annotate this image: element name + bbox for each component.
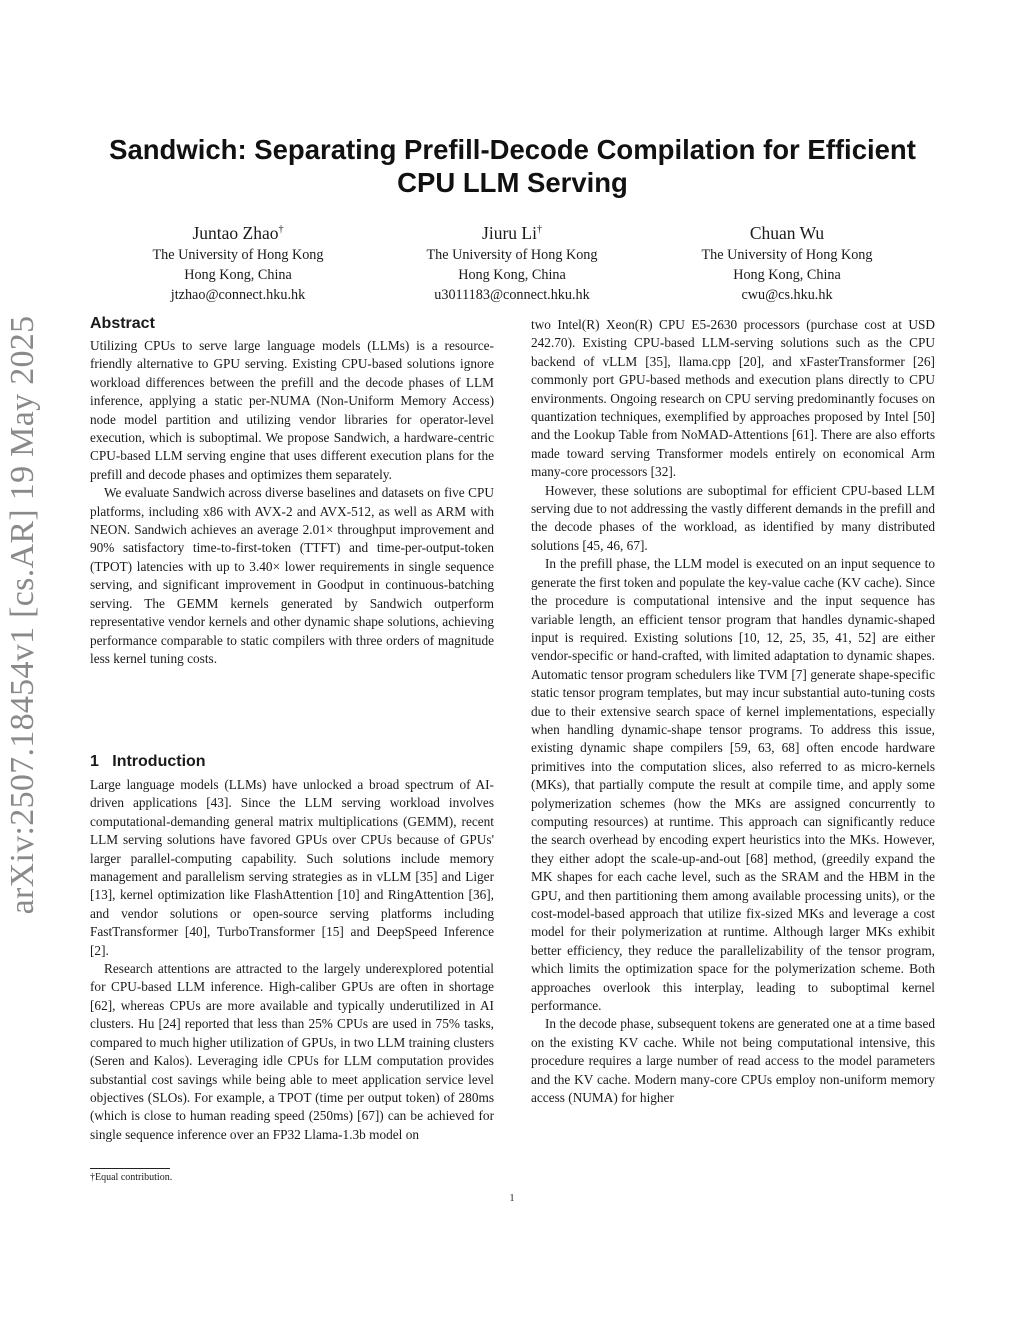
abstract-heading: Abstract xyxy=(90,315,155,332)
right-column xyxy=(531,316,935,1107)
author-email: cwu@cs.hku.hk xyxy=(741,286,833,303)
author-name: Juntao Zhao† xyxy=(192,222,284,243)
author-email: u3011183@connect.hku.hk xyxy=(434,286,590,303)
author-name: Chuan Wu xyxy=(749,222,825,243)
author-location: Hong Kong, China xyxy=(733,266,841,283)
author-location: Hong Kong, China xyxy=(458,266,566,283)
body-paragraph: two Intel(R) Xeon(R) CPU E5-2630 processors (purchase cost at USD 242.70). Existing CPU-based LLM-serving solutions such as the CPU backend of vLLM [35], llama.cpp [20], and xFasterTransformer [26] commonly port GPU-based methods and execution plans directly to CPU environments. Ongoing research on CPU serving predominantly focuses on quantization techniques, exemplified by approaches proposed by Intel [50] and the Lookup Table from NoMAD-Attentions [61]. There are also efforts made toward serving Transformer models entirely on economical Arm many-core processors [32]. xyxy=(531,317,935,480)
author-block-1 xyxy=(108,218,368,305)
author-affiliation: The University of Hong Kong xyxy=(426,246,598,263)
body-paragraph: Large language models (LLMs) have unlocked a broad spectrum of AI-driven applications [43]. Since the LLM serving workload involves computational-demanding general matrix multiplications (GEMM), recent LLM serving solutions have favored GPUs over CPUs because of GPUs' larger parallel-computing capability. Such solutions include memory management and parallelism serving strategies as in vLLM [35] and Liger [13], kernel optimization like FlashAttention [10] and RingAttention [36], and vendor solutions or open-source serving platforms including FastTransformer [40], TurboTransformer [15] and DeepSpeed Inference [2]. xyxy=(90,777,494,958)
body-paragraph: Research attentions are attracted to the largely underexplored potential for CPU-based LLM inference. High-caliber GPUs are often in shortage [62], whereas CPUs are more available and typically underutilized in AI clusters. Hu [24] reported that less than 25% CPUs are used in 75% tasks, compared to much higher utilization of GPUs, in two LLM training clusters (Seren and Kalos). Leveraging idle CPUs for LLM computation provides substantial cost savings while being able to meet application service level objectives (SLOs). For example, a TPOT (time per output token) of 280ms (which is close to human reading speed (250ms) [67]) can be achieved for single sequence inference over an FP32 Llama-1.3b model on xyxy=(90,961,494,1142)
body-paragraph: However, these solutions are suboptimal for efficient CPU-based LLM serving due to not addressing the vastly different demands in the prefill and the decode phases of the workload, as identified by many distributed solutions [45, 46, 67]. xyxy=(531,482,935,553)
author-block-3 xyxy=(657,218,917,305)
author-affiliation: The University of Hong Kong xyxy=(701,246,873,263)
page-number: 1 xyxy=(509,1193,515,1204)
author-location: Hong Kong, China xyxy=(184,266,292,283)
introduction-section xyxy=(90,752,494,1144)
section-heading: 1 Introduction xyxy=(90,753,206,770)
arxiv-stamp xyxy=(0,0,46,1325)
arxiv-identifier: arXiv:2507.18454v1 [cs.AR] 19 May 2025 xyxy=(4,315,41,915)
abstract-paragraph: Utilizing CPUs to serve large language models (LLMs) is a resource-friendly alternative to GPU serving. Existing CPU-based solutions ignore workload differences between the prefill and the decode phases of LLM inference, applying a static per-NUMA (Non-Uniform Memory Access) node model partition and utilizing vendor libraries for operator-level execution, which is suboptimal. We propose Sandwich, a hardware-centric CPU-based LLM serving engine that uses different execution plans for the prefill and decode phases and optimizes them separately. xyxy=(90,338,494,482)
author-email: jtzhao@connect.hku.hk xyxy=(170,286,306,303)
abstract-section xyxy=(90,314,494,668)
author-name: Jiuru Li† xyxy=(482,222,542,243)
abstract-paragraph: We evaluate Sandwich across diverse baselines and datasets on five CPU platforms, including x86 with AVX-2 and AVX-512, as well as ARM with NEON. Sandwich achieves an average 2.01× throughput improvement and 90% satisfactory time-to-first-token (TTFT) and time-per-output-token (TPOT) latencies with up to 3.40× lower requirements in single sequence serving, and significant improvement in Goodput in continuous-batching serving. The GEMM kernels generated by Sandwich outperform representative vendor kernels and other dynamic shape solutions, achieving performance comparable to static compilers with three orders of magnitude less kernel tuning costs. xyxy=(90,485,494,666)
body-paragraph: In the decode phase, subsequent tokens are generated one at a time based on the existing KV cache. While not being computational intensive, this procedure requires a large number of read access to the model parameters and the KV cache. Modern many-core CPUs employ non-uniform memory access (NUMA) for higher xyxy=(531,1016,935,1106)
body-paragraph: In the prefill phase, the LLM model is executed on an input sequence to generate the first token and populate the key-value cache (KV cache). Since the procedure is computational intensive and the input sequence has variable length, an efficient tensor program that handles dynamic-shaped input is required. Existing solutions [10, 12, 25, 35, 41, 52] are either vendor-specific or hand-crafted, with limited adaptation to dynamic shapes. Automatic tensor program schedulers like TVM [7] generate shape-specific static tensor program templates, but may incur substantial auto-tuning costs due to their extensive search space of kernel implementations, especially when handling dynamic-shape tensor programs. To address this issue, existing dynamic shape compilers [59, 63, 68] often encode hardware primitives into the computation slices, also referred to as micro-kernels (MKs), that partially compute the result at compile time, and apply some polymerization schemes (how the MKs are assigned concurrently to computing resources) at runtime. This approach can significantly reduce the search overhead by encoding expert heuristics into the MKs. However, they either adopt the scale-up-and-out [68] method, (greedily expand the MK shapes for each cache level, such as the SRAM and the HBM in the GPU, and then partitioning them among available processing units), or the cost-model-based approach that utilize fix-sized MKs and leverage a cost model for their polymerization at runtime. Although larger MKs exhibit better efficiency, they reduce the parallelizability of the tensor program, which limits the optimization space for the polymerization scheme. Both approaches overlook this interplay, leading to suboptimal kernel performance. xyxy=(531,556,935,1014)
paper-title: Sandwich: Separating Prefill-Decode Compilation for Efficient CPU LLM Serving xyxy=(109,134,916,198)
footnote: †Equal contribution. xyxy=(90,1172,173,1183)
author-affiliation: The University of Hong Kong xyxy=(152,246,324,263)
footnote-divider xyxy=(90,1168,170,1169)
author-block-2 xyxy=(382,218,642,305)
